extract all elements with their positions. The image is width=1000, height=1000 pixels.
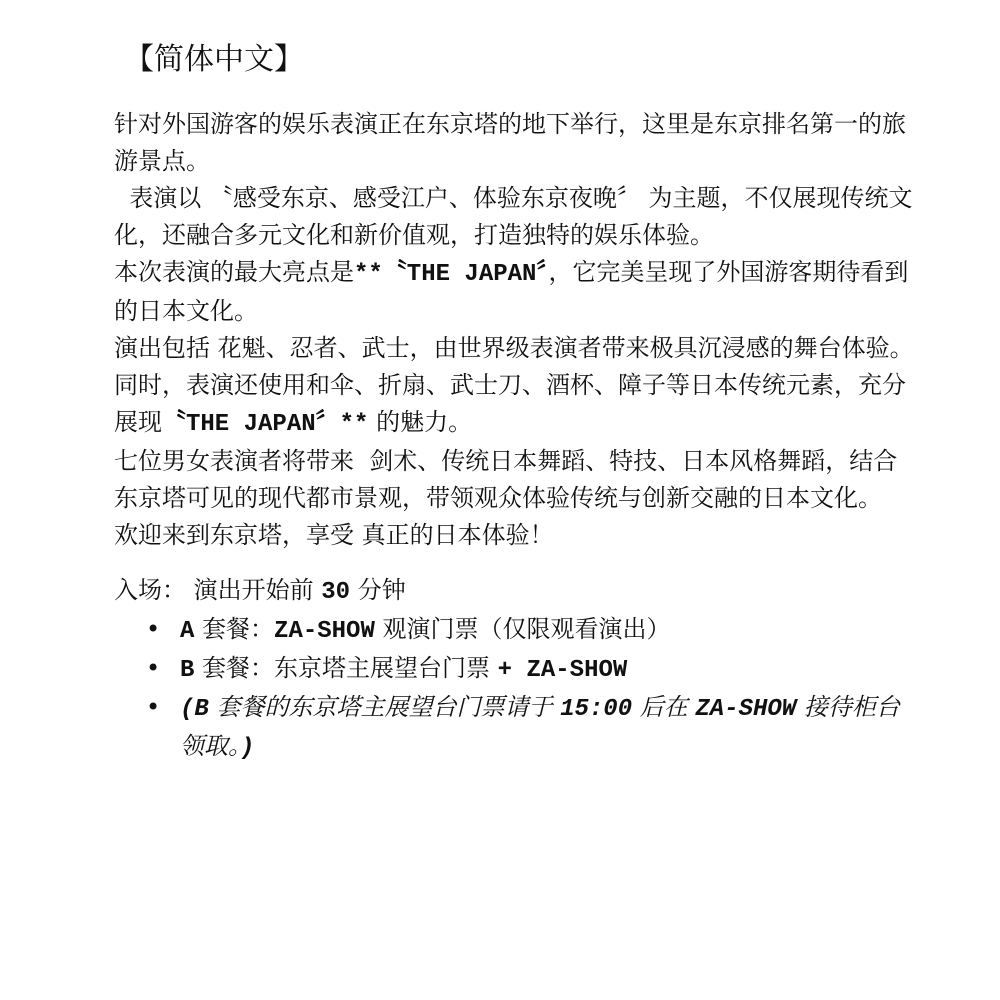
- section-spacer: [114, 554, 914, 572]
- entry-text-pre: 演出开始前: [186, 576, 322, 604]
- entry-label: 入场：: [114, 576, 186, 604]
- package-show: + ZA-SHOW: [497, 657, 628, 684]
- performance-text-pre: 演出包括 花魁、忍者、武士，由世界级表演者带来极具沉浸感的舞台体验。同时，表演还使用和伞、折扇、武士刀、酒杯、障子等日本传统元素，充分展现: [114, 334, 914, 436]
- language-heading: 【简体中文】: [124, 42, 304, 77]
- package-item-b: [114, 650, 914, 689]
- performance-text-post: 的魅力。: [368, 408, 473, 436]
- package-item-a: [114, 611, 914, 650]
- entry-info: [114, 572, 914, 611]
- package-name: 套餐：: [194, 615, 275, 643]
- entry-minutes: 30: [321, 579, 351, 606]
- theme-paragraph: 表演以 〝感受东京、感受江户、体验东京夜晚〞 为主题，不仅展现传统文化，还融合多元文化和新价值观，打造独特的娱乐体验。: [114, 184, 913, 249]
- intro-paragraph: 针对外国游客的娱乐表演正在东京塔的地下举行，这里是东京排名第一的旅游景点。: [114, 110, 906, 175]
- welcome-paragraph: 欢迎来到东京塔，享受 真正的日本体验！: [114, 521, 554, 549]
- package-show: ZA-SHOW: [274, 618, 375, 645]
- highlight-title: **〝THE JAPAN〞: [354, 261, 549, 288]
- entry-text-post: 分钟: [350, 576, 406, 604]
- description-body: [114, 106, 914, 767]
- highlight-text-pre: 本次表演的最大亮点是: [114, 258, 354, 286]
- performance-title: 〝THE JAPAN〞**: [162, 411, 369, 438]
- note-time: 15:00: [560, 696, 633, 723]
- highlight-text-post: ，它完美呈现了外国游客期待看到的日本文化。: [114, 258, 909, 325]
- package-code: A: [180, 618, 195, 645]
- package-desc: 观演门票（仅限观看演出）: [374, 615, 671, 643]
- note-text-1: 套餐的东京塔主展望台门票请于: [208, 693, 561, 721]
- note-text-3: 接待柜台领取。: [180, 693, 900, 760]
- highlight-paragraph: [114, 254, 914, 330]
- package-list: [114, 611, 914, 767]
- note-show: ZA-SHOW: [695, 696, 797, 723]
- note-open: (B: [180, 696, 209, 723]
- document-page: [114, 40, 914, 767]
- performers-paragraph: 七位男女表演者将带来 剑术、传统日本舞蹈、特技、日本风格舞蹈，结合东京塔可见的现代都市景观，带领观众体验传统与创新交融的日本文化。: [114, 447, 898, 512]
- note-close: ): [240, 735, 255, 762]
- package-code: B: [180, 657, 195, 684]
- package-name: 套餐：东京塔主展望台门票: [194, 654, 498, 682]
- note-text-2: 后在: [632, 693, 696, 721]
- performance-paragraph: [114, 330, 914, 443]
- package-note: [114, 689, 914, 767]
